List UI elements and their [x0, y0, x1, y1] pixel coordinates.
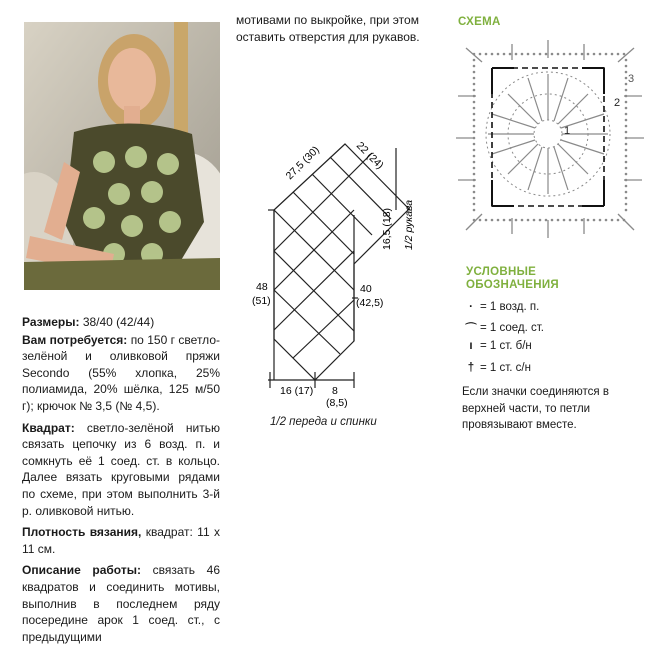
density-label: Плотность вязания,: [22, 525, 142, 540]
square-label: Квадрат:: [22, 420, 75, 435]
schema-number-2: 2: [614, 97, 621, 109]
dim-right-b: (42,5): [356, 297, 384, 309]
sizes-value: 38/40 (42/44): [82, 315, 155, 329]
dim-right-a: 40: [360, 283, 372, 295]
dim-left-a: 48: [256, 281, 268, 293]
legend-item: [462, 337, 544, 354]
legend-symbol: ·: [469, 300, 473, 313]
pattern-diagram: [240, 140, 440, 410]
legend-title-1: УСЛОВНЫЕ: [466, 266, 537, 278]
continuation-text: мотивами по выкройке, при этом оставить отверстия для рукавов.: [236, 13, 420, 44]
need-value: по 150 г светло-зелёной и оливковой пряжи Secondo (55% хлопка, 25% полиамида, 20% шёлка, 125 м/50 г); крючок № 3,5 (№ 4,5).: [22, 332, 220, 413]
schema-title: СХЕМА: [458, 16, 501, 28]
legend-list: [462, 296, 544, 376]
legend-text: = 1 возд. п.: [480, 300, 540, 313]
schema-petals: [488, 74, 608, 194]
legend-symbol: †: [467, 361, 475, 374]
diagram-caption: 1/2 переда и спинки: [270, 416, 377, 428]
sizes-label: Размеры:: [22, 315, 80, 329]
dim-bottom-right-a: 8: [332, 385, 338, 397]
legend-text: = 1 ст. с/н: [480, 361, 531, 374]
dim-bottom-left: 16 (17): [280, 385, 314, 397]
dim-bottom-right-b: (8,5): [326, 397, 348, 409]
schema-outer-spikes: [456, 40, 644, 238]
density-value: квадрат: 11 x 11 см.: [22, 525, 220, 556]
legend-note: Если значки соединяются в верхней части, то петли провязывают вместе.: [462, 386, 609, 431]
dim-top-left: 27,5 (30): [283, 143, 322, 183]
schema-number-3: 3: [628, 73, 635, 85]
work-label: Описание работы:: [22, 563, 141, 578]
legend-title-2: ОБОЗНАЧЕНИЯ: [466, 279, 559, 291]
legend-text: = 1 ст. б/н: [480, 339, 532, 352]
square-value: светло-зелёной нитью связать цепочку из 6 возд. п. и сомкнуть её 1 соед. ст. в кольцо. Далее вязать круговыми рядами по схеме, при этом выполнить 3-й р. оливковой нитью.: [22, 420, 220, 518]
legend-text: = 1 соед. ст.: [480, 321, 544, 334]
dim-sleeve: 1/2 рукава: [403, 199, 415, 250]
legend-item: [462, 298, 544, 315]
model-photo: [24, 22, 220, 290]
schema-number-1: 1: [564, 125, 571, 137]
work-value: связать 46 квадратов и соединить мотивы, выполнив в последнем ряду посередине арок 1 соед. ст., с предыдущими: [22, 563, 220, 644]
legend-item: [462, 319, 544, 336]
photo-illustration: [24, 22, 220, 290]
crochet-schema: [452, 34, 648, 244]
dim-top-right: 22 (24): [353, 140, 386, 172]
need-label: Вам потребуется:: [22, 332, 128, 347]
left-text-column: [22, 314, 220, 650]
legend-item: [462, 359, 544, 376]
legend-symbol: ı: [469, 339, 473, 352]
dim-right-upper: 16,5 (18): [381, 207, 393, 250]
dim-left-b: (51): [252, 295, 271, 307]
legend-symbol: ⌒: [465, 322, 477, 335]
